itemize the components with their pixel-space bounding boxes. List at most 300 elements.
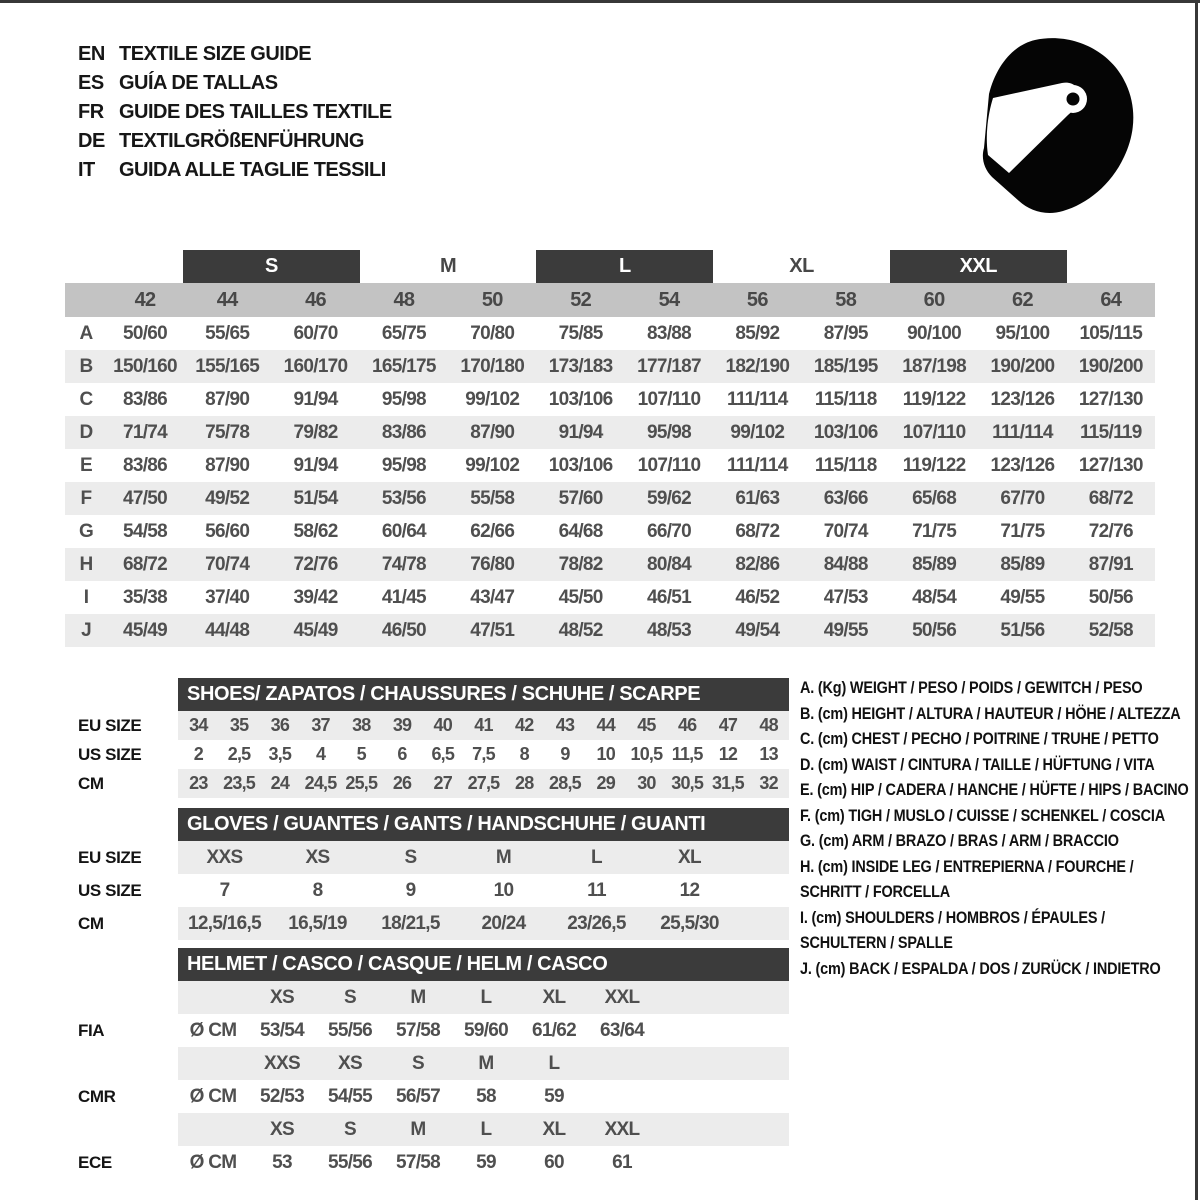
language-code: ES [78,72,104,94]
legend-item [800,727,1196,753]
cell-value: 182/190 [725,355,790,377]
cell-value: 190/200 [1078,355,1143,377]
cell-value: 10,5 [630,744,663,764]
cell-value: 55/58 [470,487,515,509]
cell-value: 85/92 [735,322,780,344]
clothing-size-table [65,250,1155,647]
table-row [65,581,1155,614]
cell-value: 87/95 [823,322,868,344]
cell-value: 57/58 [395,1019,441,1041]
corner-cell [65,283,107,317]
size-label: XXL [604,986,640,1008]
cell-value: 50/56 [912,619,957,641]
cell-value: 30 [637,773,656,793]
cell-value: 95/98 [646,421,692,443]
cell-value: 111/114 [727,388,788,410]
legend-item [800,778,1196,804]
standard-label: FIA [78,1020,105,1040]
cell-value: 10 [493,879,514,901]
cell-value: 23,5 [223,773,255,793]
legend-line: SCHULTERN / SPALLE [800,934,953,952]
cell-value: 35 [229,715,249,735]
size-label: XS [270,1118,294,1140]
table-row [78,907,789,940]
cell-value: 115/118 [814,388,877,410]
cell-value: 31,5 [711,773,744,793]
cell-value: 27,5 [467,773,500,793]
cell-value: 160/170 [283,355,348,377]
cell-value: 24 [270,773,290,793]
size-group-xxl: XXL [890,250,1067,283]
size-label: L [480,986,492,1008]
cell-value: 187/198 [902,355,966,377]
table-row [65,350,1155,383]
language-code: FR [78,101,104,123]
cell-value: 30,5 [671,773,704,793]
legend-line: F. (cm) TIGH / MUSLO / CUISSE / SCHENKEL / COSCIA [800,806,1165,825]
cell-value: 3,5 [268,744,292,764]
helmet-value-row [78,1146,789,1179]
row-label: EU SIZE [78,715,142,735]
table-row [65,515,1155,548]
cell-value: 190/200 [990,355,1055,377]
cell-value: 79/82 [293,421,338,443]
cell-value: 103/106 [548,388,613,410]
cell-value: 58 [476,1085,496,1107]
title-block [78,40,392,185]
table-row [65,449,1155,482]
cell-value: 99/102 [730,421,785,443]
table-row [78,740,789,769]
helmet-standard-section [78,1113,789,1179]
cell-value: 36 [270,715,290,735]
cell-value: 24,5 [304,773,337,793]
cell-value: 87/91 [1088,553,1133,575]
cell-value: 95/98 [381,454,426,476]
table-row [65,317,1155,350]
cell-value: 53/56 [381,487,426,509]
standard-label: CMR [78,1086,116,1106]
cell-value: 5 [356,744,366,764]
cell-value: 57/58 [395,1151,441,1173]
cell-value: 103/106 [548,454,613,476]
page-title: TEXTILGRÖßENFÜHRUNG [119,130,364,152]
size-label: L [548,1052,560,1074]
cell-value [588,1080,656,1113]
column-header: 46 [305,288,326,311]
cell-value: 82/86 [735,553,780,575]
cell-value: 91/94 [558,421,603,443]
cell-value: 60/70 [293,322,338,344]
cell-value: 50/60 [122,322,168,344]
cell-value: 119/122 [902,454,966,476]
cell-value: 20/24 [481,912,526,934]
legend-line: J. (cm) BACK / ESPALDA / DOS / ZURÜCK / INDIETRO [800,959,1161,978]
cell-value: 78/82 [558,553,603,575]
table-row [65,416,1155,449]
clothing-rows [65,317,1155,647]
cell-value: 54/58 [122,520,168,542]
helmet-value-row [78,1014,789,1047]
size-group-l: L [536,250,713,283]
unit-spacer-cell [178,981,248,1014]
cell-value: 28,5 [549,773,581,793]
column-header: 56 [746,288,768,311]
cell-value: 11,5 [671,744,703,764]
cell-value: 64/68 [558,520,603,542]
cell-value: 47/53 [823,586,868,608]
cell-value: 27 [433,773,452,793]
cell-value: 111/114 [992,421,1053,443]
cell-value: 111/114 [727,454,788,476]
size-label: S [344,1118,356,1140]
cell-value: 107/110 [637,388,701,410]
table-row [78,841,789,874]
title-line [78,40,392,69]
gloves-table-header: GLOVES / GUANTES / GANTS / HANDSCHUHE / GUANTI [178,808,789,841]
unit-spacer-cell [178,1047,248,1080]
cell-value: 75/78 [205,421,250,443]
unit-cell: Ø CM [189,1151,237,1173]
cell-value: 44/48 [205,619,250,641]
cell-value: 42 [515,715,534,735]
cell-value: 84/88 [823,553,868,575]
column-header: 58 [835,288,857,311]
cell-value: 75/85 [558,322,603,344]
cell-value: 35/38 [122,586,168,608]
top-border-line [0,0,1200,3]
row-letter: D [79,421,93,443]
legend-item [800,702,1196,728]
cell-value: 91/94 [293,388,338,410]
cell-value: 99/102 [465,388,520,410]
cell-value: XXS [206,846,243,868]
legend-item [800,829,1196,855]
cell-value: 53/54 [259,1019,305,1041]
cell-value: M [495,846,512,868]
helmet-table [78,981,789,1179]
cell-value: 105/115 [1079,322,1143,344]
legend-line: C. (cm) CHEST / PECHO / POITRINE / TRUHE / PETTO [800,730,1159,748]
legend-line: SCHRITT / FORCELLA [800,883,951,901]
cell-value: 173/183 [548,355,613,377]
cell-value: 37 [311,715,330,735]
cell-value: 76/80 [470,553,515,575]
cell-value: 68/72 [122,553,168,575]
title-line [78,69,392,98]
cell-value: 165/175 [372,355,436,377]
page-title: TEXTILE SIZE GUIDE [119,43,312,65]
cell-value: 72/76 [293,553,338,575]
legend-line: A. (Kg) WEIGHT / PESO / POIDS / GEWITCH / PESO [800,679,1143,697]
cell-value: 32 [759,773,778,793]
language-code: DE [78,130,105,152]
gloves-table [78,841,789,940]
column-header: 60 [923,288,945,311]
row-letter: I [83,586,89,608]
legend-item [800,906,1196,957]
unit-cell: Ø CM [189,1019,237,1041]
cell-value: 9 [560,744,570,764]
cell-value: 66/70 [646,520,692,542]
cell-value: 71/74 [122,421,168,443]
cell-value: 127/130 [1078,388,1143,410]
cell-value: 87/90 [470,421,515,443]
cell-value: 47 [718,715,738,735]
row-letter: E [80,454,92,476]
column-header: 48 [393,288,415,311]
cell-value: 59 [544,1085,564,1107]
page-title: GUIDE DES TAILLES TEXTILE [119,101,392,123]
row-letter: F [80,487,92,509]
cell-value: 7 [219,879,230,901]
cell-value: 45 [637,715,656,735]
cell-value: 87/90 [205,454,250,476]
cell-value: 7,5 [472,744,495,764]
cell-value: 46 [677,715,697,735]
helmet-standard-section [78,1047,789,1113]
cell-value: 29 [596,773,615,793]
cell-value: 8 [312,879,323,901]
cell-value: 49/54 [735,619,780,641]
title-line [78,156,392,185]
cell-value: 52/58 [1088,619,1133,641]
row-label: US SIZE [78,880,142,900]
cell-value: 123/126 [990,454,1055,476]
size-group-m: M [440,255,457,277]
cell-value: 41/45 [381,586,426,608]
size-label: XL [542,1118,566,1140]
row-letter: C [79,388,93,410]
cell-value: 99/102 [465,454,520,476]
cell-value: 60/64 [381,520,426,542]
cell-value: 87/90 [205,388,250,410]
measurement-legend [800,676,1196,982]
cell-value: 59 [476,1151,496,1173]
row-letter: A [79,322,93,344]
cell-value: 59/60 [463,1019,509,1041]
cell-value: 25,5 [345,773,378,793]
cell-value: L [591,846,602,868]
cell-value: 91/94 [293,454,338,476]
cell-value: 18/21,5 [381,912,440,934]
cell-value: 90/100 [907,322,962,344]
cell-value: 39/42 [293,586,338,608]
cell-value: 39 [392,715,412,735]
cell-value: 45/49 [293,619,338,641]
cell-value: 107/110 [902,421,966,443]
legend-line: H. (cm) INSIDE LEG / ENTREPIERNA / FOURCHE / [800,857,1134,876]
cell-value: 10 [596,744,615,764]
legend-item [800,855,1196,906]
cell-value: 55/56 [327,1151,373,1173]
cell-value: 177/187 [637,355,701,377]
size-label: XS [270,986,294,1008]
cell-value: 43 [555,715,575,735]
cell-value: 155/165 [195,355,260,377]
cell-value: 107/110 [637,454,701,476]
cell-value: 37/40 [205,586,250,608]
cell-value: 71/75 [912,520,957,542]
cell-value: XS [305,846,330,868]
cell-value: 58/62 [293,520,338,542]
cell-value: 51/56 [1000,619,1045,641]
cell-value: 61/63 [735,487,780,509]
cell-value: 47/50 [122,487,168,509]
cell-value: 115/118 [814,454,877,476]
helmet-size-row [178,1047,789,1080]
size-label: S [412,1052,424,1074]
row-label: CM [78,773,104,793]
cell-value: 49/55 [823,619,868,641]
row-label: US SIZE [78,744,142,764]
cell-value: 53 [272,1151,292,1173]
helmet-standard-section [78,981,789,1047]
size-label: XS [338,1052,362,1074]
size-group-s: S [183,250,360,283]
table-row [78,711,789,740]
cell-value: 8 [519,744,529,764]
cell-value: 51/54 [293,487,338,509]
cell-value: 49/52 [205,487,250,509]
cell-value: 80/84 [646,553,692,575]
legend-item [800,676,1196,702]
cell-value: 46/52 [735,586,780,608]
cell-value: 83/86 [122,388,168,410]
cell-value: 16,5/19 [288,912,347,934]
cell-value: 11 [587,879,606,901]
language-code: EN [78,43,105,65]
cell-value: 2,5 [227,744,251,764]
cell-value: 6 [397,744,407,764]
table-row [78,874,789,907]
language-code: IT [78,159,95,181]
table-row [65,482,1155,515]
cell-value: 13 [759,744,778,764]
cell-value: 28 [515,773,534,793]
row-letter: H [79,553,93,575]
cell-value: 48/53 [646,619,692,641]
cell-value: 49/55 [1000,586,1045,608]
column-header: 64 [1100,288,1122,311]
cell-value: 41 [474,715,493,735]
cell-value: 70/74 [823,520,868,542]
cell-value: 40 [433,715,452,735]
cell-value: 68/72 [1088,487,1133,509]
size-label: S [344,986,356,1008]
legend-line: D. (cm) WAIST / CINTURA / TAILLE / HÜFTUNG / VITA [800,755,1155,774]
cell-value: 65/75 [381,322,426,344]
cell-value: 55/56 [327,1019,373,1041]
cell-value: 56/60 [205,520,250,542]
cell-value: 48/52 [558,619,603,641]
cell-value: 170/180 [460,355,525,377]
legend-item [800,804,1196,830]
cell-value: 150/160 [113,355,177,377]
cell-value: 59/62 [646,487,692,509]
legend-item [800,753,1196,779]
cell-value: 62/66 [470,520,515,542]
cell-value: 123/126 [990,388,1055,410]
cell-value: 119/122 [902,388,966,410]
column-header: 62 [1012,288,1033,311]
cell-value: S [404,846,417,868]
page-title: GUÍA DE TALLAS [119,72,278,94]
cell-value: 44 [596,715,615,735]
cell-value: 25,5/30 [660,912,719,934]
cell-value: 60 [544,1151,564,1173]
helmet-value-row [78,1080,789,1113]
cell-value: 9 [405,879,416,901]
cell-value: 63/64 [599,1019,645,1041]
cell-value: 12,5/16,5 [188,912,261,934]
shoes-table-header: SHOES/ ZAPATOS / CHAUSSURES / SCHUHE / SCARPE [178,678,789,711]
size-label: XXS [264,1052,300,1074]
cell-value: 12 [679,879,700,901]
helmet-size-row [178,981,789,1014]
cell-value: 48/54 [912,586,957,608]
cell-value: 48 [759,715,778,735]
legend-line: G. (cm) ARM / BRAZO / BRAS / ARM / BRACCIO [800,832,1119,850]
cell-value: 2 [193,744,203,764]
legend-line: I. (cm) SHOULDERS / HOMBROS / ÉPAULES / [800,908,1105,927]
size-group-xl: XL [789,255,814,277]
column-header: 50 [481,288,503,311]
cell-value: 23 [189,773,208,793]
page-title: GUIDA ALLE TAGLIE TESSILI [119,159,386,181]
column-header: 52 [570,288,592,311]
cell-value: 46/51 [646,586,692,608]
cell-value: 67/70 [1000,487,1045,509]
cell-value: XL [678,846,701,868]
cell-value: 74/78 [381,553,426,575]
cell-value: 23/26,5 [567,912,626,934]
cell-value: 71/75 [1000,520,1045,542]
row-letter: B [79,355,93,377]
cell-value: 70/74 [205,553,250,575]
column-header: 44 [216,288,238,311]
shoes-table [78,711,789,798]
helmet-size-row [178,1113,789,1146]
cell-value: 65/68 [912,487,957,509]
legend-line: E. (cm) HIP / CADERA / HANCHE / HÜFTE / HIPS / BACINO [800,781,1189,799]
row-label: CM [78,913,104,933]
size-label: XXL [604,1118,640,1140]
cell-value: 4 [315,744,326,764]
legend-item [800,957,1196,983]
column-header: 54 [658,288,680,311]
size-label: L [480,1118,492,1140]
cell-value: 45/50 [558,586,603,608]
cell-value: 56/57 [395,1085,441,1107]
cell-value: 34 [189,715,208,735]
table-row [65,383,1155,416]
table-row [65,614,1155,647]
numeric-size-band [65,283,1155,317]
unit-cell: Ø CM [189,1085,237,1107]
legend-line: B. (cm) HEIGHT / ALTURA / HAUTEUR / HÖHE / ALTEZZA [800,704,1181,723]
cell-value: 55/65 [205,322,250,344]
cell-value: 95/100 [995,322,1050,344]
row-label: EU SIZE [78,847,142,867]
cell-value: 95/98 [381,388,426,410]
cell-value: 12 [718,744,738,764]
cell-value: 6,5 [431,744,455,764]
cell-value: 54/55 [327,1085,373,1107]
cell-value: 63/66 [823,487,868,509]
cell-value: 61 [612,1151,632,1173]
cell-value: 83/86 [122,454,168,476]
